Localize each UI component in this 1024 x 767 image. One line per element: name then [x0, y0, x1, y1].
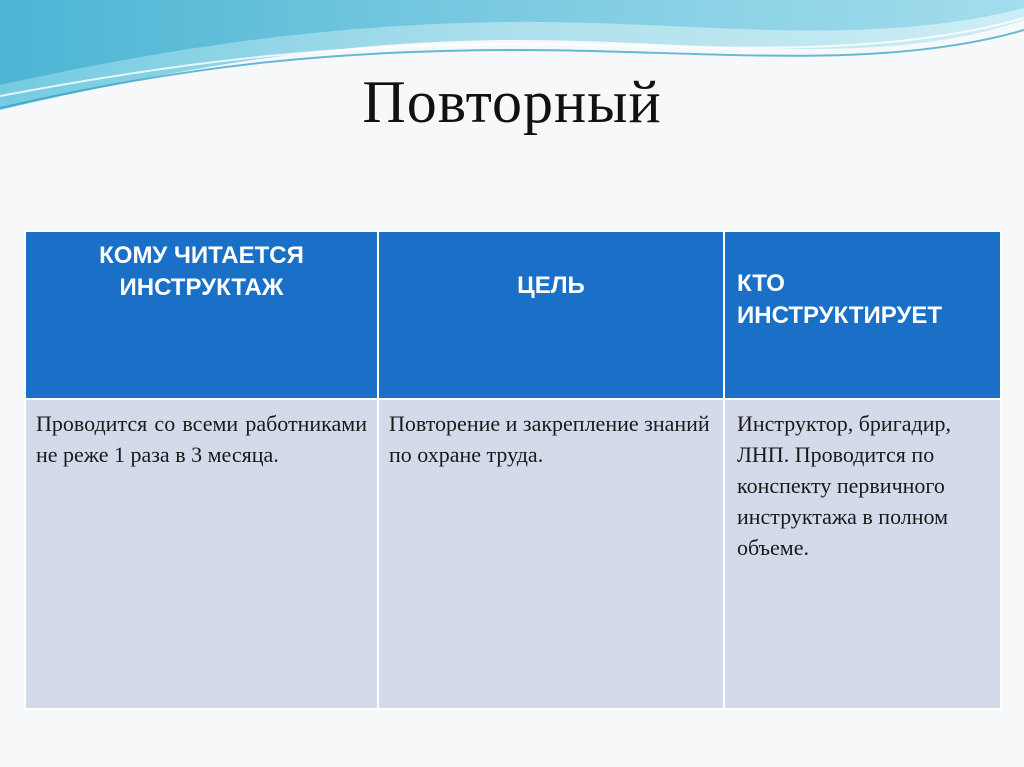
table-header-row: [25, 231, 1001, 399]
table-row: [25, 399, 1001, 709]
column-header-purpose: ЦЕЛЬ: [378, 231, 724, 399]
slide-title: Повторный: [362, 69, 662, 135]
cell-purpose: Повторение и закрепление знаний по охране труда.: [378, 399, 724, 709]
cell-instructor: Инструктор, бригадир, ЛНП. Проводится по конспекту первичного инструктажа в полном объеме.: [724, 399, 1001, 709]
column-header-audience: КОМУ ЧИТАЕТСЯ ИНСТРУКТАЖ: [25, 231, 378, 399]
instruction-table: [24, 230, 1002, 710]
column-header-instructor: КТО ИНСТРУКТИРУЕТ: [724, 231, 1001, 399]
cell-audience: Проводится со всеми работниками не реже 1 раза в 3 месяца.: [25, 399, 378, 709]
